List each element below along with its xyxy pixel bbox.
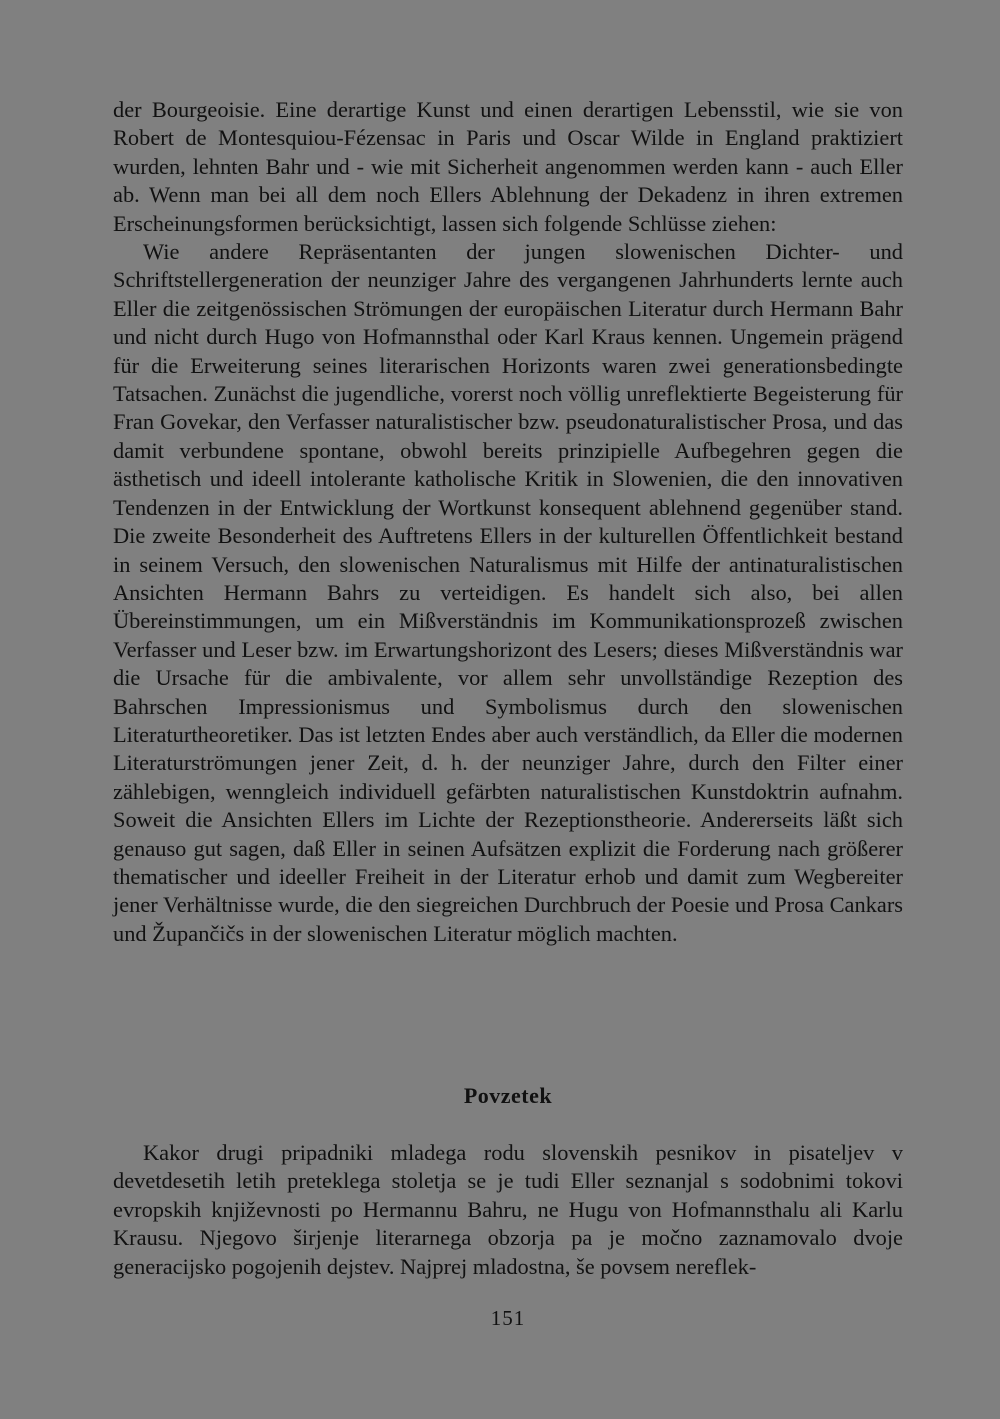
body-paragraph-2: Wie andere Repräsentanten der jungen slowenischen Dichter- und Schriftstellergeneration der neunziger Jahre des vergangenen Jahrhunderts lernte auch Eller die zeitgenössischen Strömungen der europäischen Literatur durch Hermann Bahr und nicht durch Hugo von Hofmannsthal oder Karl Kraus kennen. Ungemein prägend für die Erweiterung seines literarischen Horizonts waren zwei generationsbedingte Tatsachen. Zunächst die jugendliche, vorerst noch völlig unreflektierte Begeisterung für Fran Govekar, den Verfasser naturalistischer bzw. pseudonaturalistischer Prosa, und das damit verbundene spontane, obwohl bereits prinzipielle Aufbegehren gegen die ästhetisch und ideell intolerante katholische Kritik in Slowenien, die den innovativen Tendenzen in der Entwicklung der Wortkunst konsequent ablehnend gegenüber stand. Die zweite Besonderheit des Auftretens Ellers in der kulturellen Öffentlichkeit bestand in seinem Versuch, den slowenischen Naturalismus mit Hilfe der antinaturalistischen Ansichten Hermann Bahrs zu verteidigen. Es handelt sich also, bei allen Übereinstimmungen, um ein Mißverständnis im Kommunikationsprozeß zwischen Verfasser und Leser bzw. im Erwartungshorizont des Lesers; dieses Mißverständnis war die Ursache für die ambivalente, vor allem sehr unvollständige Rezeption des Bahrschen Impressionismus und Symbolismus durch den slowenischen Literaturtheoretiker. Das ist letzten Endes aber auch verständlich, da Eller die modernen Literaturströmungen jener Zeit, d. h. der neunziger Jahre, durch den Filter einer zählebigen, wenngleich individuell gefärbten naturalistischen Kunstdoktrin aufnahm. Soweit die Ansichten Ellers im Lichte der Rezeptionstheorie. Andererseits läßt sich genauso gut sagen, daß Eller in seinen Aufsätzen explizit die Forderung nach größerer thematischer und ideeller Freiheit in der Literatur erhob und damit zum Wegbereiter jener Verhältnisse wurde, die den siegreichen Durchbruch der Poesie und Prosa Cankars und Župančičs in der slowenischen Literatur möglich machten.: [113, 239, 903, 946]
main-text: [113, 96, 903, 948]
body-paragraph-1: der Bourgeoisie. Eine derartige Kunst und einen derartigen Lebensstil, wie sie von Robert de Montesquiou-Fézensac in Paris und Oscar Wilde in England praktiziert wurden, lehnten Bahr und - wie mit Sicherheit angenommen werden kann - auch Eller ab. Wenn man bei all dem noch Ellers Ablehnung der Dekadenz in ihren extremen Erscheinungsformen berücksichtigt, lassen sich folgende Schlüsse ziehen:: [113, 97, 903, 236]
page-number: 151: [490, 1306, 526, 1330]
summary-section: [113, 1139, 903, 1281]
summary-paragraph: Kakor drugi pripadniki mladega rodu slovenskih pesnikov in pisateljev v devetdesetih letih preteklega stoletja se je tudi Eller seznanjal s sodobnimi tokovi evropskih književnosti po Hermannu Bahru, ne Hugu von Hofmannsthalu ali Karlu Krausu. Njegovo širjenje literarnega obzorja pa je močno zaznamovalo dvoje generacijsko pogojenih dejstev. Najprej mladostna, še povsem nereflek-: [113, 1140, 903, 1279]
summary-heading: Povzetek: [463, 1083, 553, 1108]
